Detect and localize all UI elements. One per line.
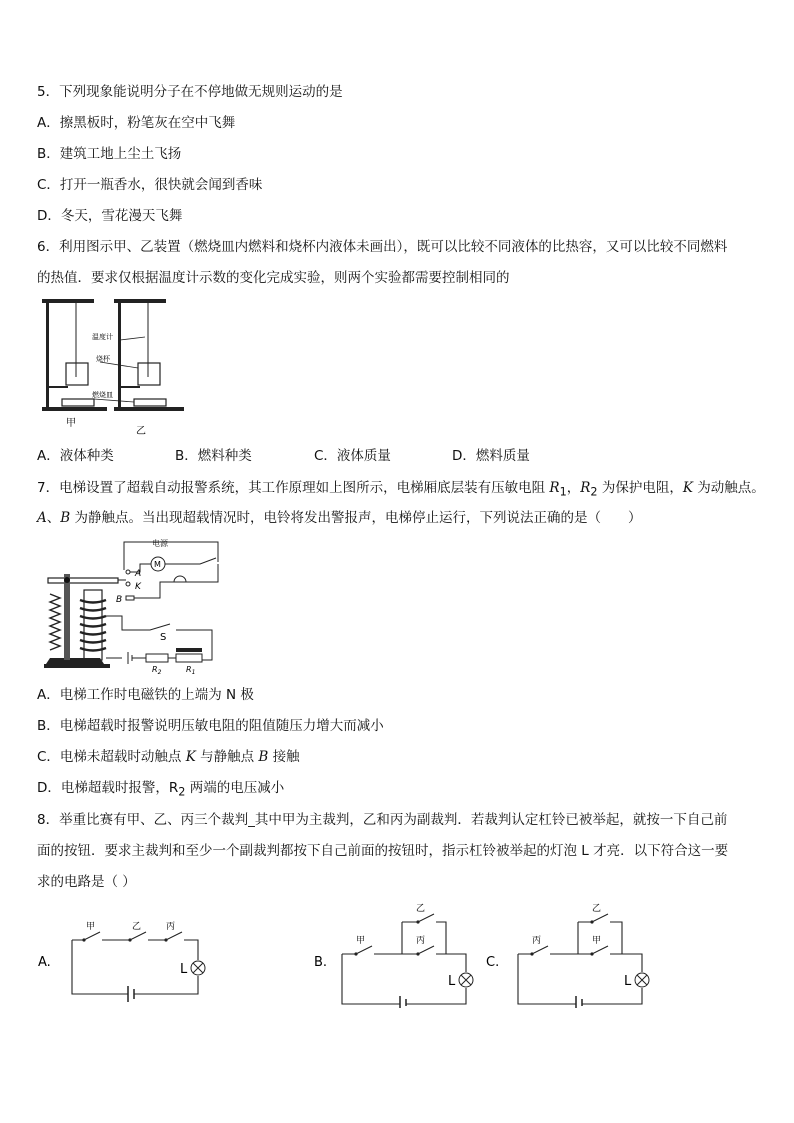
caption-jia: 甲 [66,418,76,429]
switch-jia-label: 甲 [86,922,96,932]
q7-option-b: B．电梯超载时报警说明压敏电阻的阻值随压力增大而减小 [37,718,384,734]
q7-elevator-circuit-figure [40,534,220,674]
pivot-post [64,574,70,660]
switch-bing-label: 丙 [416,936,426,946]
q6-option-c: C．液体质量 [314,448,391,464]
left-beaker [66,363,88,385]
left-top-bar [42,299,94,303]
q8-stem-line2: 面的按钮．要求主裁判和至少一个副裁判都按下自己前面的按钮时，指示杠铃被举起的灯泡 L 才亮．以下符合这一要 [37,843,729,859]
q7-text: 、 [46,510,61,526]
svg-text:R1 [186,665,195,674]
pressure-plate [176,648,202,652]
r1-label: R [186,665,192,674]
q6-stem-line2: 的热值．要求仅根据温度计示数的变化完成实验，则两个实验都需要控制相同的 [37,270,510,286]
q7c-text: C．电梯未超载时动触点 [37,749,186,765]
switch-jia-label: 甲 [356,936,366,946]
contact-b-label: B [116,595,123,605]
r1-resistor [176,654,202,662]
left-burner [62,399,94,406]
q7c-text: 与静触点 [195,749,259,765]
switch-bing-label: 丙 [166,922,176,932]
left-base [42,407,107,411]
k-symbol: K [682,480,693,496]
q5-option-b: B．建筑工地上尘土飞扬 [37,146,182,162]
r2-resistor [146,654,168,662]
lamp-label: L [448,974,456,989]
q7-text: 为静触点。当出现超载情况时，电铃将发出警报声，电梯停止运行，下列说法正确的是（ ） [70,510,642,526]
q6-option-b: B．燃料种类 [175,448,252,464]
battery-icon [106,652,146,664]
left-pole [46,301,49,409]
label-burner: 燃烧皿 [92,391,113,399]
base [46,658,104,664]
battery-icon [128,986,134,1002]
circuit-c [484,898,659,1008]
r1-symbol: R [549,480,560,496]
a-symbol: A [37,510,47,526]
r1-sub: 1 [191,669,196,674]
battery-icon [400,996,406,1008]
q7-text: ， [566,480,581,496]
lamp-label: L [624,974,632,989]
q8-stem-line1: 8．举重比赛有甲、乙、丙三个裁判_其中甲为主裁判，乙和丙为副裁判．若裁判认定杠铃已被举起，就按一下自己前 [37,812,728,828]
right-pole [118,301,121,409]
motor-label: M [154,560,161,569]
q6-option-d: D．燃料质量 [452,448,530,464]
switch-yi-label: 乙 [416,904,426,914]
q7-text: 为动触点。 [692,480,765,496]
r2-subscript: 2 [590,485,598,499]
circuit-b [310,898,485,1008]
r1-subscript: 1 [559,485,567,499]
q7-text: 7．电梯设置了超载自动报警系统，其工作原理如上图所示，电梯厢底层装有压敏电阻 [37,480,550,496]
spring-icon [50,594,60,650]
q7-stem-line2 [37,508,641,528]
q5-stem: 5．下列现象能说明分子在不停地做无规则运动的是 [37,84,343,100]
q6-option-a: A．液体种类 [37,448,114,464]
q7-option-a: A．电梯工作时电磁铁的上端为 N 极 [37,687,254,703]
right-burner [134,399,166,406]
circuit-a-label: A. [38,955,51,970]
k-symbol: K [185,749,196,765]
battery-icon [576,996,582,1008]
q7-option-d [37,778,284,803]
contact-k-label: K [135,582,141,592]
right-beaker [138,363,160,385]
right-top-bar [114,299,166,303]
q5-option-c: C．打开一瓶香水，很快就会闻到香味 [37,177,263,193]
q5-option-a: A．擦黑板时，粉笔灰在空中飞舞 [37,115,236,131]
r2-symbol: R [580,480,591,496]
circuit-b-label: B. [314,955,328,970]
switch-bing-label: 丙 [532,936,542,946]
contact-a-label: A [135,569,142,579]
circuit-c-label: C. [486,955,500,970]
q5-option-d: D．冬天，雪花漫天飞舞 [37,208,183,224]
right-base [114,407,184,411]
switch-s-label: S [160,632,167,643]
b-symbol: B [60,510,71,526]
bell-icon [174,576,186,582]
q7-option-c [37,747,300,767]
label-beaker: 烧杯 [96,355,110,363]
switch-yi-label: 乙 [132,922,142,932]
armature [48,578,118,583]
circuit-a [34,918,214,1003]
q7d-text: 两端的电压减小 [185,780,285,796]
r2-label: R [152,665,158,674]
q6-stem-line1: 6．利用图示甲、乙装置（燃烧皿内燃料和烧杯内液体未画出），既可以比较不同液体的比热容，又可以比较不同燃料 [37,239,728,255]
r2-subscript: 2 [178,785,186,799]
r2-sub: 2 [157,669,162,674]
q7-stem-line1 [37,478,765,503]
power-label: 电源 [152,539,168,548]
svg-text:R2 [152,665,162,674]
lamp-label: L [180,962,188,977]
label-thermometer: 温度计 [92,333,113,341]
switch-jia-label: 甲 [592,936,602,946]
switch-yi-label: 乙 [592,904,602,914]
caption-yi: 乙 [136,426,146,437]
q7-text: 为保护电阻， [597,480,683,496]
q7d-text: D．电梯超载时报警，R [37,780,179,796]
q8-stem-line3: 求的电路是（ ） [37,874,136,890]
q7c-text: 接触 [268,749,300,765]
b-symbol: B [258,749,269,765]
q6-apparatus-figure [38,295,188,440]
